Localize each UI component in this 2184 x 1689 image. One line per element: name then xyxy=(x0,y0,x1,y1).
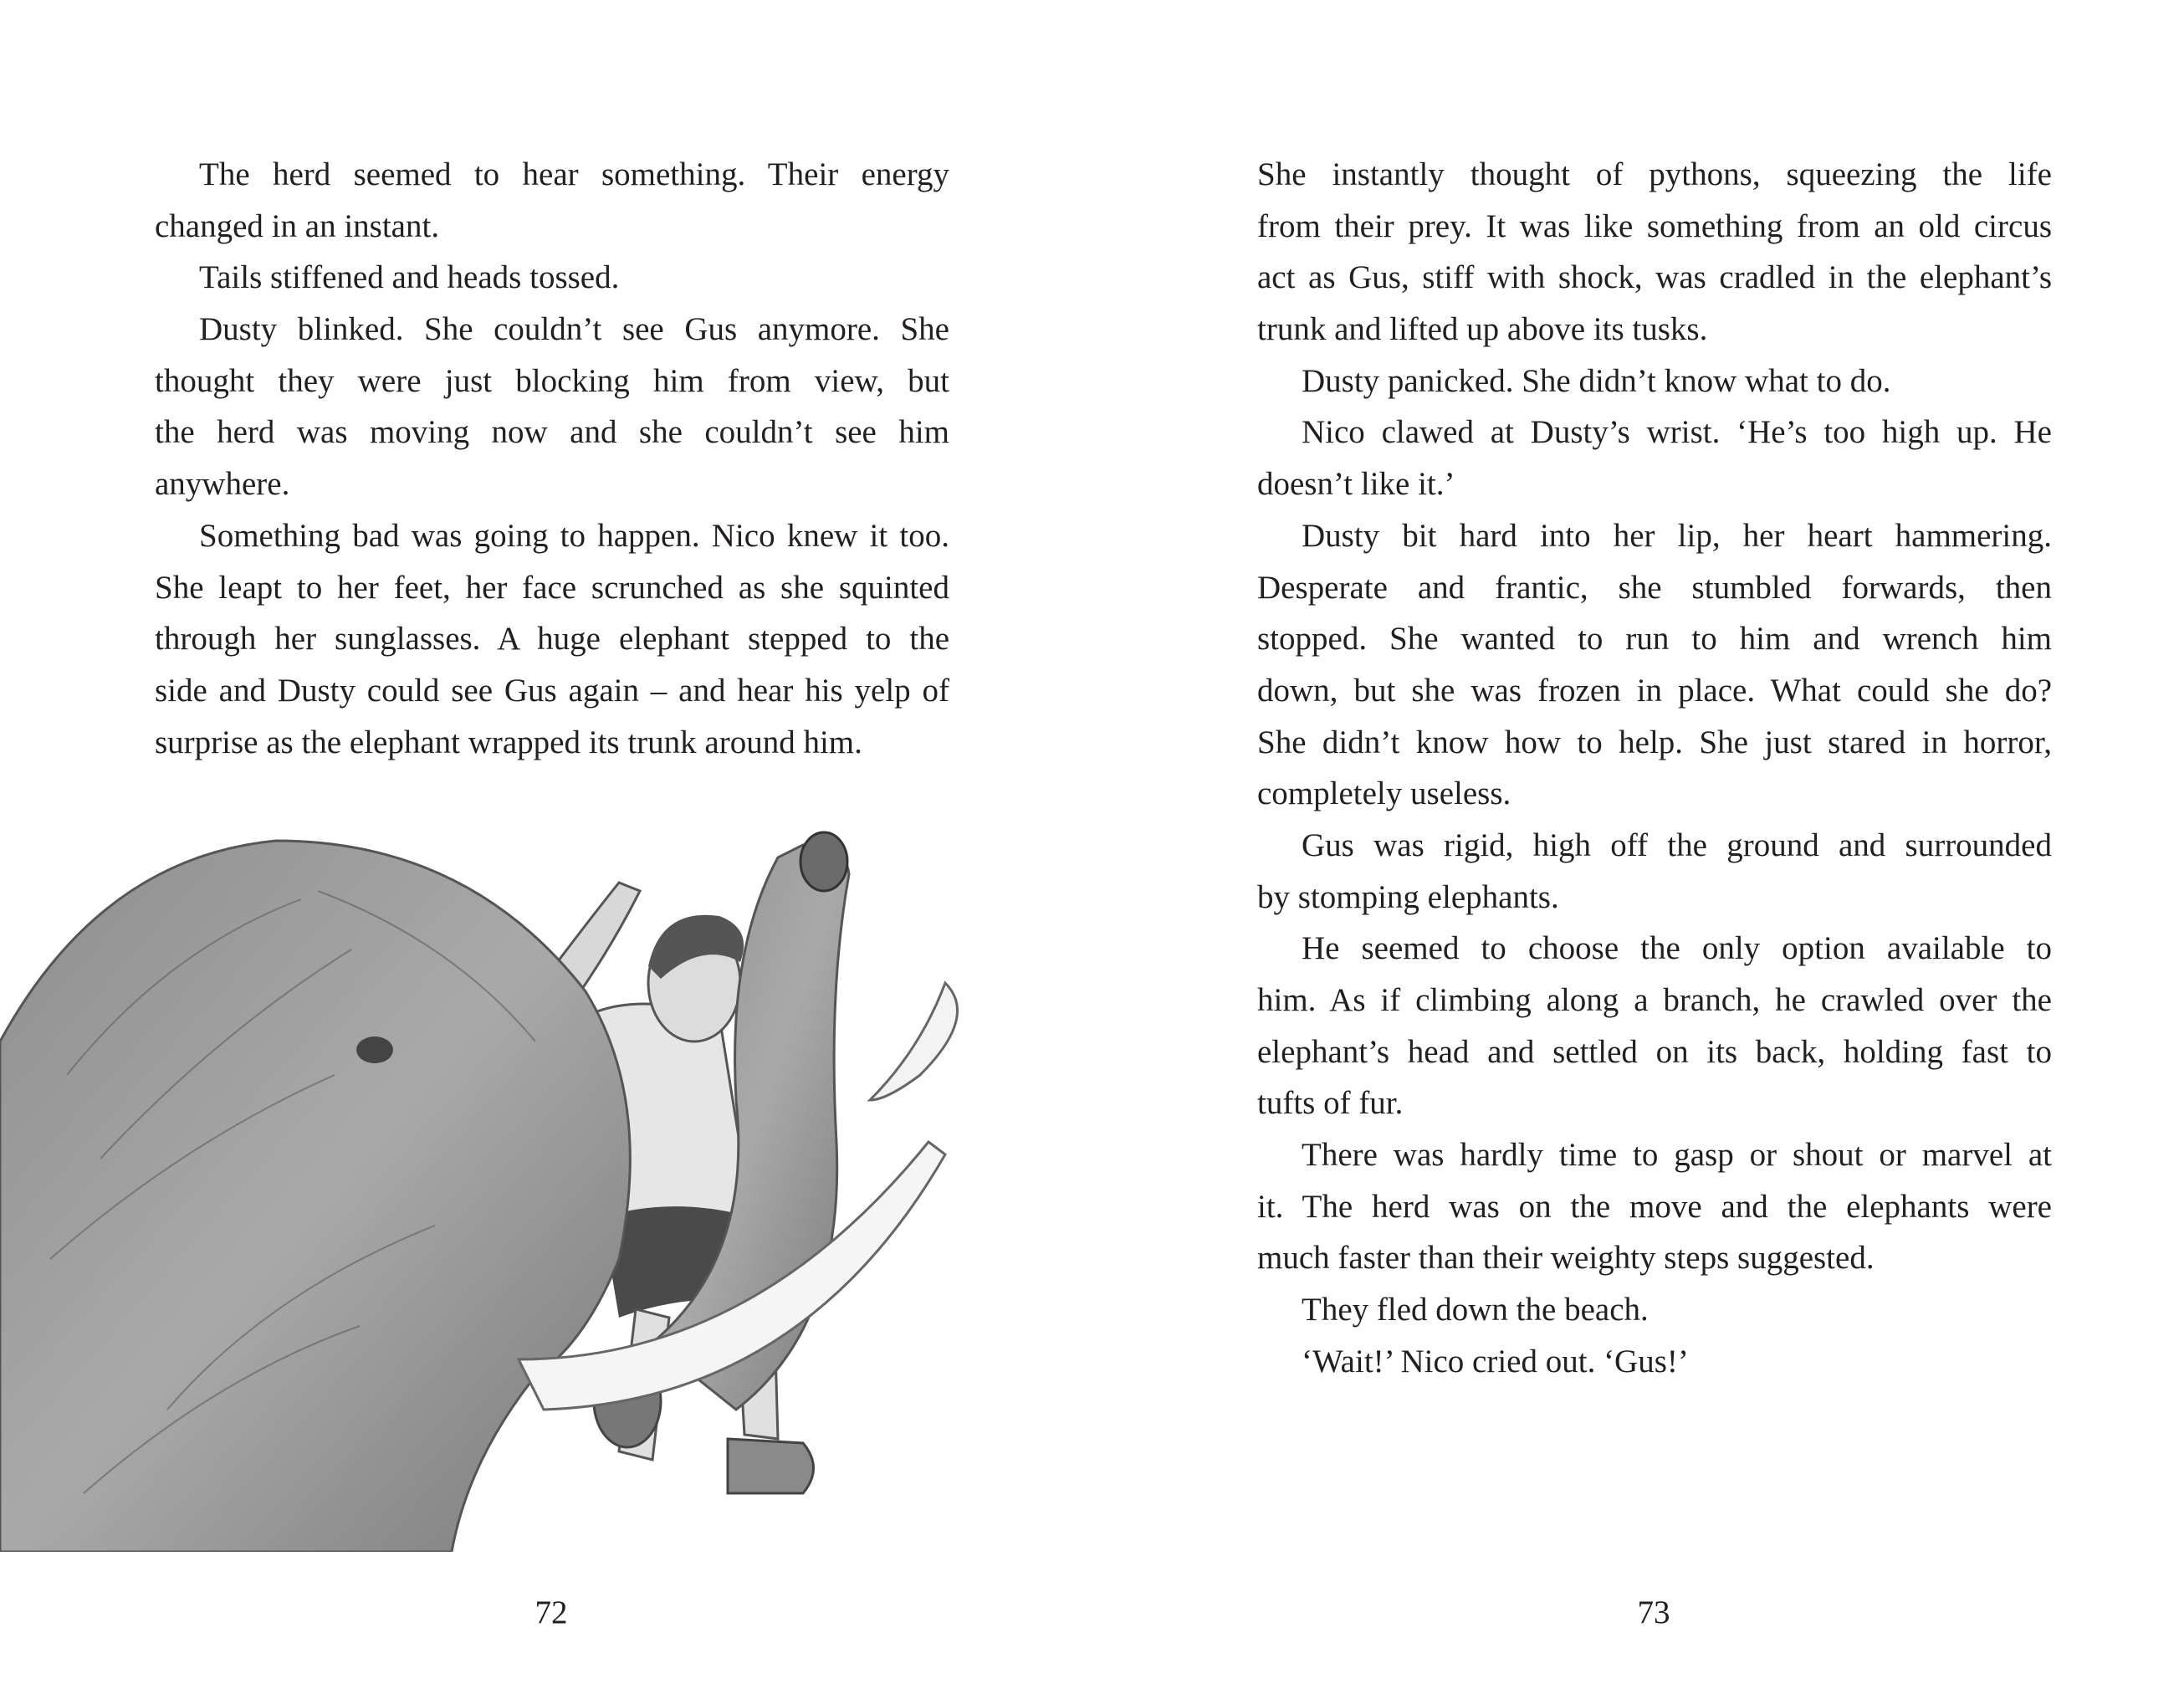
paragraph xyxy=(1257,1129,2052,1284)
text-line: Nico clawed at Dusty’s wrist. ‘He’s too high up. He xyxy=(1302,414,2052,451)
text-line: Something bad was going to happen. Nico knew it too. xyxy=(199,517,949,554)
paragraph xyxy=(155,149,949,252)
text-line: side and Dusty could see Gus again – and hear his yelp of xyxy=(155,672,949,709)
paragraph xyxy=(155,252,949,304)
paragraph xyxy=(1257,356,2052,407)
text-line: thought they were just blocking him from view, but xyxy=(155,362,949,399)
mammoth-tusk xyxy=(870,983,958,1100)
text-line: it. The herd was on the move and the elephants were xyxy=(1257,1188,2052,1225)
text-line: down, but she was frozen in place. What could she do? xyxy=(1257,672,2052,709)
text-line: tufts of fur. xyxy=(1257,1085,1404,1122)
text-line: him. As if climbing along a branch, he crawled over the xyxy=(1257,982,2052,1018)
paragraph xyxy=(1257,149,2052,356)
text-line: stopped. She wanted to run to him and wrench him xyxy=(1257,621,2052,658)
body-text xyxy=(1257,149,2052,1388)
paragraph xyxy=(1257,407,2052,509)
text-line: Dusty panicked. She didn’t know what to do. xyxy=(1302,362,1891,399)
paragraph xyxy=(1257,923,2052,1129)
body-text xyxy=(155,149,949,768)
right-page xyxy=(1092,0,2183,1689)
text-line: trunk and lifted up above its tusks. xyxy=(1257,311,1708,348)
trunk-tip xyxy=(800,832,847,891)
mammoth-head xyxy=(0,841,630,1552)
text-line: ‘Wait!’ Nico cried out. ‘Gus!’ xyxy=(1302,1343,1689,1379)
text-line: Desperate and frantic, she stumbled forwards, then xyxy=(1257,569,2052,606)
paragraph xyxy=(155,304,949,510)
text-line: act as Gus, stiff with shock, was cradled in the elephant’s xyxy=(1257,259,2052,296)
text-line: much faster than their weighty steps suggested. xyxy=(1257,1240,1875,1277)
paragraph xyxy=(1257,820,2052,923)
text-line: Dusty bit hard into her lip, her heart hammering. xyxy=(1302,517,2052,554)
text-line: changed in an instant. xyxy=(155,207,440,244)
text-line: by stomping elephants. xyxy=(1257,878,1559,915)
text-line: Gus was rigid, high off the ground and surrounded xyxy=(1302,827,2052,863)
text-line: through her sunglasses. A huge elephant stepped to the xyxy=(155,621,949,658)
text-line: anywhere. xyxy=(155,466,290,503)
text-line: They fled down the beach. xyxy=(1302,1292,1649,1328)
text-line: The herd seemed to hear something. Their energy xyxy=(199,156,949,192)
paragraph xyxy=(1257,1336,2052,1388)
text-line: He seemed to choose the only option available to xyxy=(1302,930,2052,967)
page-number: 72 xyxy=(534,1594,568,1630)
mammoth-illustration xyxy=(0,824,987,1552)
text-line: surprise as the elephant wrapped its trunk around him. xyxy=(155,724,862,760)
text-line: She instantly thought of pythons, squeezing the life xyxy=(1257,156,2052,192)
mammoth-eye xyxy=(356,1036,393,1063)
text-line: Tails stiffened and heads tossed. xyxy=(199,259,620,296)
page-number: 73 xyxy=(1637,1594,1670,1630)
text-line: from their prey. It was like something from an old circus xyxy=(1257,207,2052,244)
text-line: Dusty blinked. She couldn’t see Gus anymore. She xyxy=(199,311,949,348)
text-line: She didn’t know how to help. She just stared in horror, xyxy=(1257,724,2052,760)
text-line: completely useless. xyxy=(1257,775,1511,812)
text-line: She leapt to her feet, her face scrunched as she squinted xyxy=(155,569,949,606)
text-line: There was hardly time to gasp or shout or marvel at xyxy=(1302,1137,2052,1174)
paragraph xyxy=(1257,510,2052,820)
paragraph xyxy=(155,510,949,768)
text-line: doesn’t like it.’ xyxy=(1257,466,1455,503)
paragraph xyxy=(1257,1284,2052,1336)
boy-shoe xyxy=(728,1439,814,1493)
text-line: elephant’s head and settled on its back, holding fast to xyxy=(1257,1033,2052,1070)
text-line: the herd was moving now and she couldn’t see him xyxy=(155,414,949,451)
